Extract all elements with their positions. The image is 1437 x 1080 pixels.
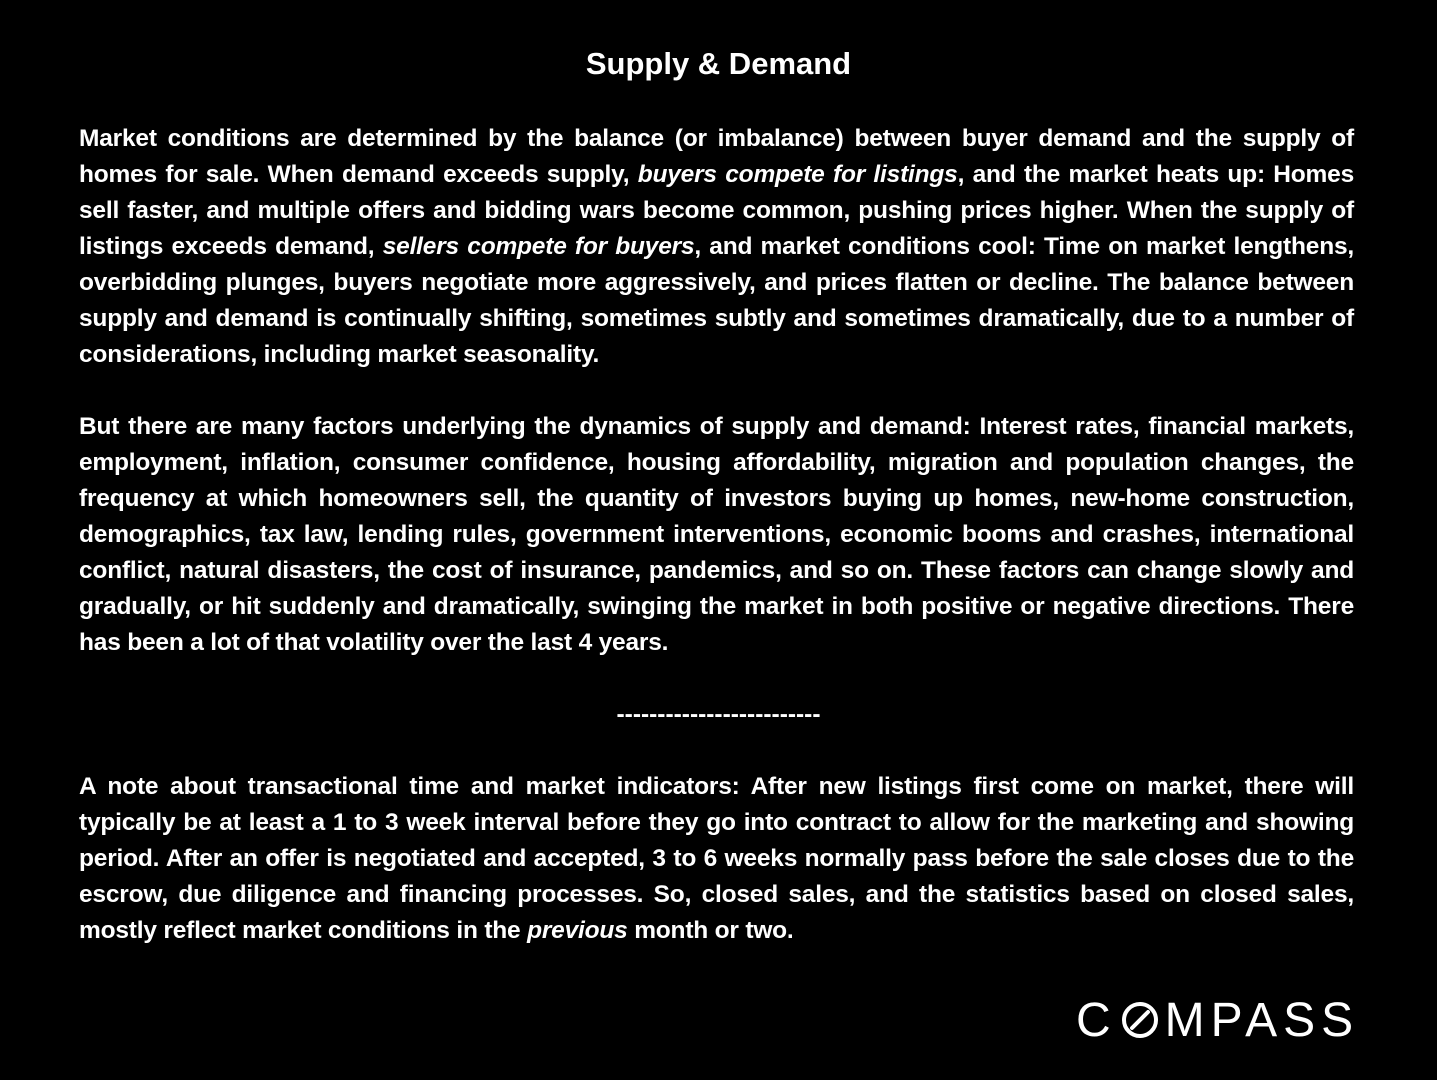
paragraph-text: , and the market heats up: Homes sell faster, and multiple offers and bidding wars become common, pushing prices higher. When the supply of listings exceeds demand, [79, 161, 1354, 260]
compass-o-icon [1121, 1001, 1159, 1039]
compass-logo [1076, 993, 1360, 1047]
paragraph-text: Market conditions are determined by the balance (or imbalance) between buyer demand and the supply of homes for sale. When demand exceeds supply, [79, 125, 1354, 188]
emphasis-text: buyers compete for listings [637, 161, 958, 188]
emphasis-text: sellers compete for buyers [382, 233, 695, 260]
section-divider: ------------------------- [616, 701, 821, 728]
paragraph-text: , and market conditions cool: Time on market lengthens, overbidding plunges, buyers negotiate more aggressively, and prices flatten or decline. The balance between supply and demand is continually shifting, sometimes subtly and sometimes dramatically, due to a number of considerations, including market seasonality. [79, 233, 1354, 368]
paragraph-factors: But there are many factors underlying the dynamics of supply and demand: Interest rates, financial markets, employment, inflation, consumer confidence, housing affordability, migration and population changes, the frequency at which homeowners sell, the quantity of investors buying up homes, new-home construction, demographics, tax law, lending rules, government interventions, economic booms and crashes, international conflict, natural disasters, the cost of insurance, pandemics, and so on. These factors can change slowly and gradually, or hit suddenly and dramatically, swinging the market in both positive or negative directions. There has been a lot of that volatility over the last 4 years. [79, 413, 1354, 656]
paragraph-transactional-time [79, 769, 1354, 949]
paragraph-text: month or two. [627, 917, 794, 944]
paragraph-supply-demand [79, 121, 1354, 373]
emphasis-text: previous [527, 917, 628, 944]
paragraph-text: A note about transactional time and market indicators: After new listings first come on market, there will typically be at least a 1 to 3 week interval before they go into contract to allow for the marketing and showing period. After an offer is negotiated and accepted, 3 to 6 weeks normally pass before the sale closes due to the escrow, due diligence and financing processes. So, closed sales, and the statistics based on closed sales, mostly reflect market conditions in the [79, 773, 1354, 944]
page-title: Supply & Demand [585, 46, 852, 81]
logo-suffix: MPASS [1164, 993, 1360, 1047]
logo-prefix: C [1076, 993, 1117, 1047]
